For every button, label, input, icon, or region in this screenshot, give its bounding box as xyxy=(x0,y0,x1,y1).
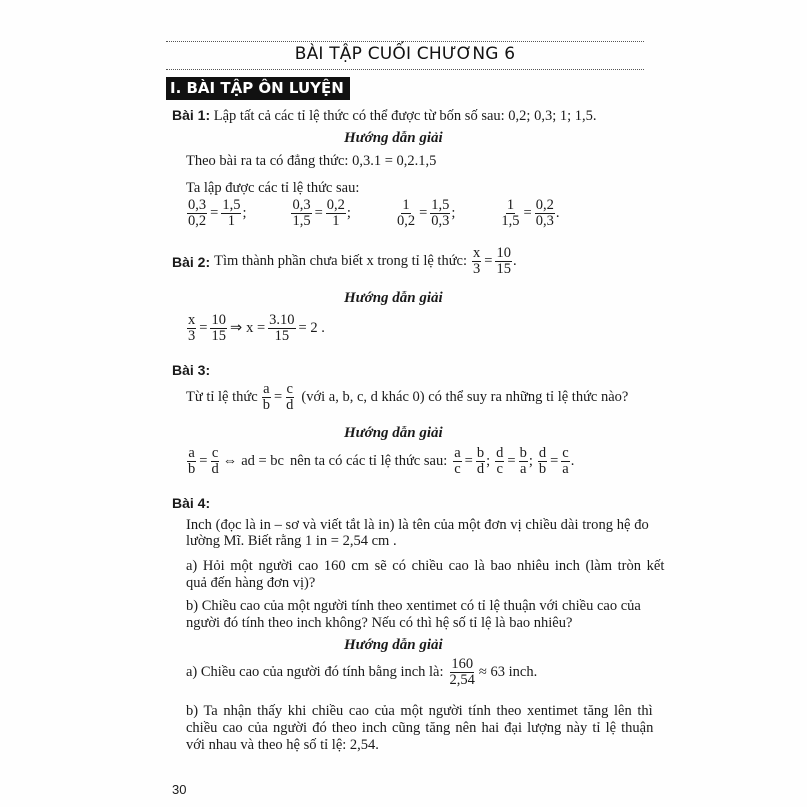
numerator: 1,5 xyxy=(431,197,450,213)
bai1-line1-text: Theo bài ra ta có đẳng thức: xyxy=(186,153,349,169)
punctuation: ; xyxy=(528,453,533,469)
fraction xyxy=(561,446,569,477)
fraction xyxy=(500,198,520,229)
bai4-answer-b-line2: chiều cao của người đó theo inch cũng tăng nên hai đại lượng này tỉ lệ thuận xyxy=(186,720,654,736)
numerator: c xyxy=(286,381,293,397)
denominator: 0,2 xyxy=(188,213,207,229)
bai4-question-b-line2: người đó tính theo inch không? Nếu có thì hệ số tỉ lệ là bao nhiêu? xyxy=(186,615,573,631)
punctuation: . xyxy=(570,453,575,469)
punctuation: ; xyxy=(486,453,491,469)
denominator: 15 xyxy=(274,328,290,344)
bai4-answer-a-pre: a) Chiều cao của người đó tính bằng inch là: xyxy=(186,664,444,680)
numerator: 0,3 xyxy=(188,197,207,213)
proportion xyxy=(186,198,246,229)
denominator: 0,2 xyxy=(396,213,416,229)
denominator: 1 xyxy=(227,213,235,229)
numerator: 0,2 xyxy=(326,197,345,213)
equals-sign: = xyxy=(419,205,428,221)
proportion xyxy=(290,198,350,229)
bottom-dotted-rule xyxy=(166,69,644,70)
fraction xyxy=(495,246,512,277)
numerator: b xyxy=(476,445,485,461)
bai2-question xyxy=(172,246,517,277)
result: = 2 . xyxy=(298,320,325,336)
numerator: d xyxy=(538,445,547,461)
numerator: c xyxy=(562,445,569,461)
iff-arrow: ⇔ xyxy=(222,453,238,469)
bai1-question-text: Lập tất cả các tỉ lệ thức có thể được từ bốn số sau: 0,2; 0,3; 1; 1,5. xyxy=(213,108,597,124)
x-equals: x = xyxy=(246,320,266,336)
denominator: d xyxy=(476,461,485,477)
bai3-question-post: (với a, b, c, d khác 0) có thể suy ra những tỉ lệ thức nào? xyxy=(301,389,629,405)
denominator: 0,3 xyxy=(535,213,554,229)
bai3-answer-mid: nên ta có các tỉ lệ thức sau: xyxy=(290,453,448,469)
bai3-guide-heading: Hướng dẫn giải xyxy=(344,425,443,441)
denominator: 0,3 xyxy=(431,213,450,229)
page-number: 30 xyxy=(172,782,187,797)
fraction xyxy=(476,446,485,477)
numerator: 0,3 xyxy=(292,197,311,213)
bai2-guide-heading: Hướng dẫn giải xyxy=(344,290,443,306)
bai4-intro-line1: Inch (đọc là in – sơ và viết tắt là in) là tên của một đơn vị chiều dài trong hệ đo xyxy=(186,517,649,533)
fraction xyxy=(285,382,294,413)
fraction xyxy=(430,198,450,229)
fraction xyxy=(291,198,311,229)
bai2-label: Bài 2: xyxy=(172,253,211,270)
punctuation: . xyxy=(555,205,560,221)
numerator: a xyxy=(188,445,195,461)
fraction xyxy=(449,657,476,688)
fraction xyxy=(472,246,481,277)
chapter-title: BÀI TẬP CUỐI CHƯƠNG 6 xyxy=(294,44,516,64)
fraction xyxy=(187,313,196,344)
ad-bc: ad = bc xyxy=(241,453,284,469)
bai4-answer-b-line3: với nhau và theo hệ số tỉ lệ: 2,54. xyxy=(186,737,379,753)
implies-arrow: ⇒ xyxy=(229,320,243,336)
equals-sign: = xyxy=(523,205,532,221)
bai4-guide-heading: Hướng dẫn giải xyxy=(344,637,443,653)
bai4-question-a-line2: quả đến hàng đơn vị)? xyxy=(186,575,316,591)
numerator: 10 xyxy=(496,245,511,261)
bai4-question-a-line1: a) Hỏi một người cao 160 cm sẽ có chiều cao là bao nhiêu inch (làm tròn kết xyxy=(186,558,665,574)
numerator: 1,5 xyxy=(222,197,241,213)
fraction xyxy=(262,382,271,413)
numerator: 160 xyxy=(451,656,474,672)
denominator: c xyxy=(454,461,461,477)
numerator: 1 xyxy=(506,197,515,213)
fraction xyxy=(519,446,528,477)
fraction xyxy=(268,313,295,344)
punctuation: ; xyxy=(242,205,247,221)
equals-sign: = xyxy=(199,320,208,336)
fraction xyxy=(210,313,227,344)
denominator: 1,5 xyxy=(292,213,311,229)
proportion xyxy=(452,446,490,477)
numerator: 0,2 xyxy=(535,197,554,213)
denominator: b xyxy=(188,461,196,477)
bai3-solution xyxy=(186,446,578,477)
bai3-question-pre: Từ tỉ lệ thức xyxy=(186,389,258,405)
fraction xyxy=(535,198,555,229)
numerator: x xyxy=(473,245,481,261)
numerator: a xyxy=(263,381,270,397)
proportion xyxy=(499,198,559,229)
denominator: b xyxy=(538,461,547,477)
fraction xyxy=(538,446,547,477)
bai1-proportions xyxy=(186,198,559,229)
equals-sign: = xyxy=(464,453,473,469)
bai1-label: Bài 1: xyxy=(172,107,211,123)
equals-sign: = xyxy=(273,389,283,405)
denominator: d xyxy=(286,397,294,413)
bai2-question-text: Tìm thành phần chưa biết x trong tỉ lệ thức: xyxy=(214,253,468,269)
numerator: a xyxy=(454,445,461,461)
denominator: b xyxy=(262,397,270,413)
numerator: d xyxy=(496,445,504,461)
denominator: d xyxy=(211,461,219,477)
numerator: b xyxy=(519,445,527,461)
denominator: 3 xyxy=(473,261,481,277)
equals-sign: = xyxy=(314,205,323,221)
numerator: 10 xyxy=(211,312,226,328)
fraction xyxy=(495,446,504,477)
punctuation: ; xyxy=(451,205,456,221)
top-dotted-rule xyxy=(166,41,644,42)
bai4-intro-line2: lường Mĩ. Biết rằng 1 in = 2,54 cm . xyxy=(186,533,397,549)
punctuation: ; xyxy=(346,205,351,221)
fraction xyxy=(187,446,196,477)
bai1-equality: 0,3.1 = 0,2.1,5 xyxy=(352,153,437,169)
bai4-label: Bài 4: xyxy=(172,495,211,511)
numerator: 1 xyxy=(402,197,410,213)
bai4-answer-a-post: ≈ 63 inch. xyxy=(478,664,538,680)
denominator: 15 xyxy=(211,328,226,344)
bai1-line2: Ta lập được các tỉ lệ thức sau: xyxy=(186,180,360,196)
fraction xyxy=(187,198,207,229)
proportion xyxy=(537,446,575,477)
bai1-guide-heading: Hướng dẫn giải xyxy=(344,130,443,146)
fraction xyxy=(221,198,241,229)
denominator: a xyxy=(519,461,527,477)
denominator: 1 xyxy=(332,213,340,229)
denominator: c xyxy=(496,461,503,477)
denominator: 1,5 xyxy=(501,213,520,229)
proportion xyxy=(395,198,455,229)
bai3-question xyxy=(186,382,628,413)
equals-sign: = xyxy=(199,453,208,469)
bai4-answer-b-line1: b) Ta nhận thấy khi chiều cao của một người tính theo xentimet tăng lên thì xyxy=(186,703,653,719)
bai2-solution xyxy=(186,313,327,344)
fraction xyxy=(210,446,219,477)
fraction xyxy=(326,198,346,229)
bai1-question xyxy=(172,107,597,125)
denominator: 3 xyxy=(188,328,196,344)
section-title: I. BÀI TẬP ÔN LUYỆN xyxy=(166,77,350,100)
bai4-question-b-line1: b) Chiều cao của một người tính theo xentimet có tỉ lệ thuận với chiều cao của xyxy=(186,598,641,614)
period: . xyxy=(512,253,517,269)
numerator: c xyxy=(211,445,219,461)
numerator: 3.10 xyxy=(269,312,295,328)
bai1-line1 xyxy=(186,153,436,170)
denominator: 2,54 xyxy=(449,672,475,688)
numerator: x xyxy=(188,312,196,328)
denominator: 15 xyxy=(496,261,511,277)
denominator: a xyxy=(562,461,569,477)
fraction xyxy=(453,446,461,477)
bai4-answer-a xyxy=(186,657,539,688)
equals-sign: = xyxy=(507,453,516,469)
proportion xyxy=(494,446,533,477)
equals-sign: = xyxy=(484,253,493,269)
equals-sign: = xyxy=(210,205,219,221)
equals-sign: = xyxy=(550,453,559,469)
bai3-label: Bài 3: xyxy=(172,362,211,378)
fraction xyxy=(396,198,416,229)
